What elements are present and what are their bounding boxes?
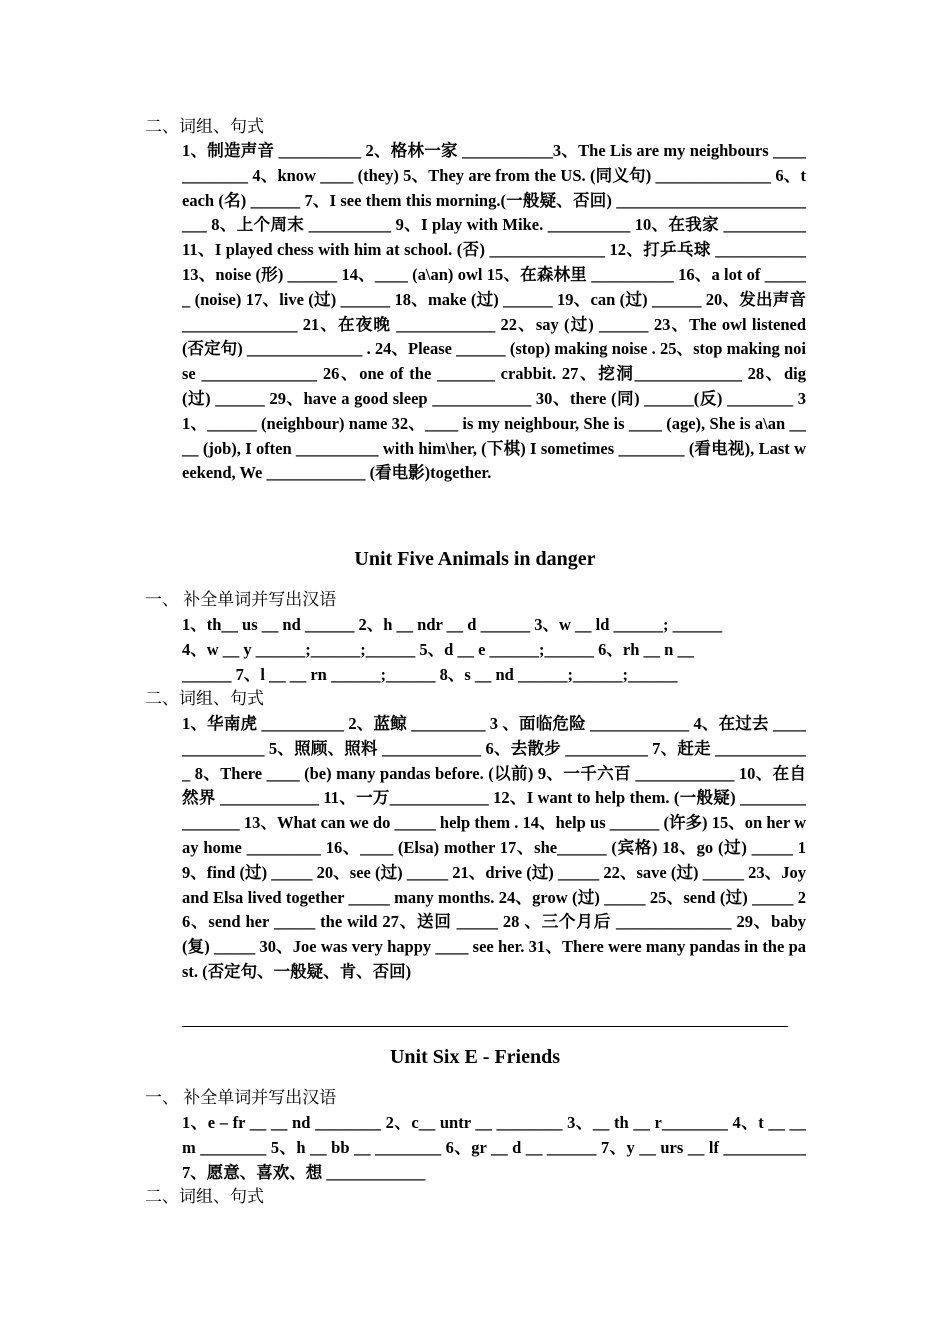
unit5-phrases-exercise: 1、华南虎 __________ 2、蓝鲸 _________ 3 、面临危险 ____________ 4、在过去 ______________ 5、照顾、照料 ____________ 6、去散步 __________ 7、赶走 ____________ 8、There ____ (be) many pandas before. (以前) 9、一千六百 ____________ 10、在自然界 ____________ 11、一万____________ 12、I want to help them. (一般疑) _______________ 13、What can we do _____ help them . 14、help us ______ (许多) 15、on her way home _________ 16、____ (Elsa) mother 17、she______ (宾格) 18、go (过) _____ 19、find (过) _____ 20、see (过) _____ 21、drive (过) _____ 22、save (过) _____ 23、Joy and Elsa lived together _____ many months. 24、grow (过) _____ 25、send (过) _____ 26、send her _____ the wild 27、送回 _____ 28 、三个月后 ______________ 29、baby (复) _____ 30、Joe was very happy ____ see her. 31、There were many pandas in the past. (否定句、一般疑、肯、否回)	[182, 714, 806, 981]
section-heading-phrases: 二、词组、句式	[145, 689, 264, 708]
section-heading-complete-words: 一、 补全单词并写出汉语	[145, 1088, 337, 1107]
unit-six-title: Unit Six E - Friends	[389, 1046, 561, 1068]
section-heading-complete-words: 一、 补全单词并写出汉语	[145, 590, 337, 609]
unit6-word-exercise: 1、e – fr __ __ nd ________ 2、c__ untr __ ________ 3、__ th __ r________ 4、t __ __ m ________ 5、h __ bb __ ________ 6、gr __ d __ ______ 7、y __ urs __ lf __________ 7、愿意、喜欢、想 ____________	[182, 1113, 806, 1182]
unit5-word-line: 1、th__ us __ nd ______ 2、h __ ndr __ d ______ 3、w __ ld ______; ______	[182, 615, 723, 634]
unit4-phrases-exercise: 1、制造声音 __________ 2、格林一家 ___________3、The Lis are my neighbours ____________ 4、know ____ (they) 5、They are from the US. (同义句) ______________ 6、teach (名) ______ 7、I see them this morning.(一般疑、否回) __________________________ 8、上个周末 __________ 9、I play with Mike. __________ 10、在我家 __________ 11、I played chess with him at school. (否) ______________ 12、打乒乓球 ___________ 13、noise (形) ______ 14、____ (a\an) owl 15、在森林里 __________ 16、a lot of ______ (noise) 17、live (过) ______ 18、make (过) ______ 19、can (过) ______ 20、发出声音 ______________ 21、在夜晚 ____________ 22、say (过) ______ 23、The owl listened (否定句) ______________ . 24、Please ______ (stop) making noise . 25、stop making noise ______________ 26、one of the _______ crabbit. 27、挖洞_____________ 28、dig (过) ______ 29、have a good sleep ____________ 30、there (同) ______(反) ________ 31、______ (neighbour) name 32、____ is my neighbour, She is ____ (age), She is a\an ____ (job), I often __________ with him\her, (下棋) I sometimes ________ (看电视), Last weekend, We ____________ (看电影)together.	[182, 141, 806, 483]
answer-line	[182, 1026, 788, 1027]
unit5-word-line: 4、w __ y ______;______;______ 5、d __ e ______;______ 6、rh __ n __	[182, 640, 694, 659]
unit5-word-line: ______ 7、l __ __ rn ______;______ 8、s __ nd ______;______;______	[182, 665, 678, 684]
section-heading-phrases: 二、词组、句式	[145, 117, 264, 136]
unit-five-title: Unit Five Animals in danger	[354, 548, 596, 570]
section-heading-phrases: 二、词组、句式	[145, 1187, 264, 1206]
